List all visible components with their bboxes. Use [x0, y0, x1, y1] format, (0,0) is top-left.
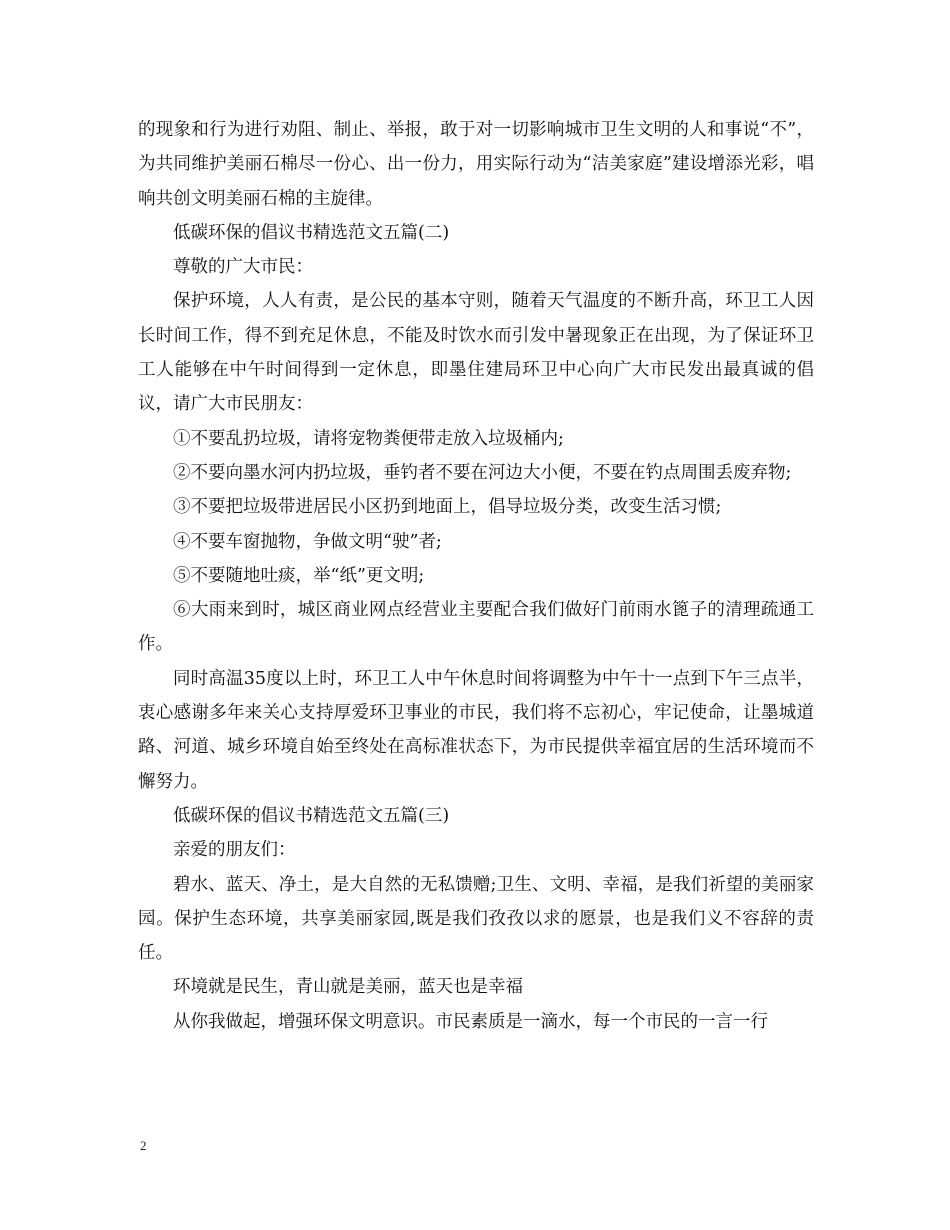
page-number: 2: [140, 1138, 147, 1153]
list-item-5: ⑤不要随地吐痰，举“纸”更文明;: [173, 565, 425, 586]
salutation-friends: 亲爱的朋友们：: [173, 840, 296, 861]
paragraph-continuation: 的现象和行为进行劝阻、制止、举报，敢于对一切影响城市卫生文明的人和事说“不”，为共同维护美丽石棉尽一份心、出一份力，用实际行动为“洁美家庭”建设增添光彩，唱响共创文明美丽石棉的主旋律。: [138, 120, 814, 209]
paragraph-intro: 保护环境，人人有责，是公民的基本守则，随着天气温度的不断升高，环卫工人因长时间工作，得不到充足休息，不能及时饮水而引发中暑现象正在出现，为了保证环卫工人能够在中午时间得到一定休息，即墨住建局环卫中心向广大市民发出最真诚的倡议，请广大市民朋友：: [138, 291, 814, 415]
paragraph-high-temperature: 同时高温35度以上时，环卫工人中午休息时间将调整为中午十一点到下午三点半，衷心感谢多年来关心支持厚爱环卫事业的市民，我们将不忘初心，牢记使命，让墨城道路、河道、城乡环境自始至终处在高标准状态下，为市民提供幸福宜居的生活环境而不懈努力。: [138, 668, 814, 792]
salutation-citizens: 尊敬的广大市民：: [173, 257, 313, 278]
list-item-2: ②不要向墨水河内扔垃圾，垂钓者不要在河边大小便，不要在钓点周围丢废弃物;: [173, 462, 792, 483]
document-body: [138, 113, 814, 1039]
paragraph-environment: 碧水、蓝天、净土，是大自然的无私馈赠;卫生、文明、幸福，是我们祈望的美丽家园。保护生态环境，共享美丽家园,既是我们孜孜以求的愿景，也是我们义不容辞的责任。: [138, 874, 814, 964]
paragraph-slogan: 环境就是民生，青山就是美丽，蓝天也是幸福: [173, 977, 523, 998]
paragraph-awareness: 从你我做起，增强环保文明意识。市民素质是一滴水，每一个市民的一言一行: [173, 1011, 768, 1032]
list-item-1: ①不要乱扔垃圾，请将宠物粪便带走放入垃圾桶内;: [173, 428, 564, 449]
list-item-3: ③不要把垃圾带进居民小区扔到地面上，倡导垃圾分类，改变生活习惯;: [173, 497, 722, 518]
section-heading-2: 低碳环保的倡议书精选范文五篇(二): [173, 222, 450, 243]
section-heading-3: 低碳环保的倡议书精选范文五篇(三): [173, 805, 450, 826]
list-item-6: ⑥大雨来到时，城区商业网点经营业主要配合我们做好门前雨水篦子的清理疏通工作。: [138, 600, 814, 655]
list-item-4: ④不要车窗抛物，争做文明“驶”者;: [173, 531, 442, 552]
